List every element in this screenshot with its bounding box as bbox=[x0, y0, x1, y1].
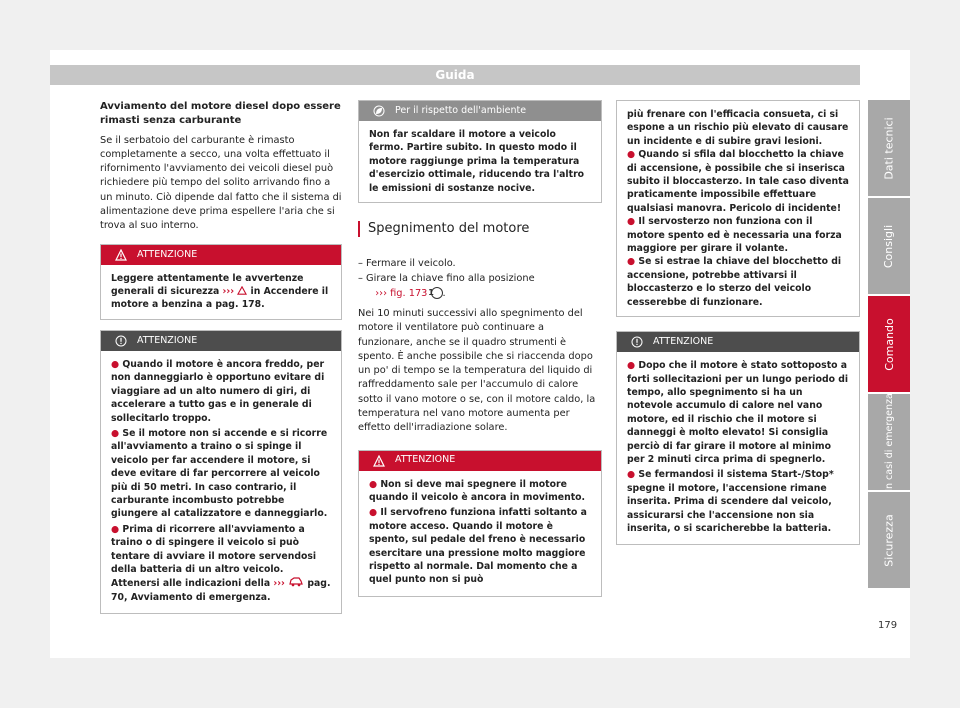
bullet-item: ● Quando il motore è ancora freddo, per non danneggiarlo è opportuno evitare di viaggiare ad un alto numero di giri, di accelerare a tutto gas e in generale di sollecitarlo troppo. bbox=[111, 358, 325, 424]
environment-title: Per il rispetto dell'ambiente bbox=[395, 104, 527, 116]
body-paragraph: Nei 10 minuti successivi allo spegnimento del motore il ventilatore può continuare a funzionare, anche se il quadro strumenti è spento. È anche possibile che si riaccenda dopo un po' di tempo se la temperatura del liquido di raffreddamento sale per l'accumulo di calore sotto il vano motore o se, con il motore caldo, la temperatura nel vano motore aumenta per effetto dell'irradiazione solare. bbox=[358, 307, 596, 434]
bullet-item: ● Non si deve mai spegnere il motore quando il veicolo è ancora in movimento. bbox=[369, 478, 586, 503]
warning-ref-text: in Accendere il motore a benzina a pag. 178. bbox=[111, 286, 329, 311]
page-number: 179 bbox=[878, 620, 898, 631]
bullet-item: ● Dopo che il motore è stato sottoposto a forti sollecitazioni per un lungo periodo di tempo, allo spegnimento si ha un notevole accumulo di calore nel vano motore, ed il rischio che il motore si danneggi è molto elevato! Si consiglia perciò di far girare il motore al minimo per 2 minuti circa prima di spegnerlo. bbox=[627, 360, 849, 465]
ref-text: pag. 70, Avviamento di emergenza. bbox=[111, 578, 331, 603]
tab-dati-tecnici[interactable]: Dati tecnici bbox=[868, 100, 910, 196]
info-circle-icon bbox=[115, 335, 127, 347]
manual-page bbox=[50, 50, 910, 658]
bullet-item: ● Se fermandosi il sistema Start-/Stop* spegne il motore, l'accensione rimane inserita. Prima di scendere dal veicolo, assicurarsi che l'accensione non sia inserita, o si scaricherebbe la batteria. bbox=[627, 469, 834, 534]
callout-badge: 1 bbox=[431, 287, 443, 299]
leaf-icon bbox=[373, 105, 385, 117]
section-heading: Avviamento del motore diesel dopo essere rimasti senza carburante bbox=[100, 101, 341, 127]
tab-sicurezza[interactable]: Sicurezza bbox=[868, 492, 910, 588]
warning-body bbox=[359, 471, 601, 596]
emergency-car-icon bbox=[288, 576, 304, 587]
caution-title: ATTENZIONE bbox=[137, 334, 198, 346]
environment-body: Non far scaldare il motore a veicolo fermo. Partire subito. In questo modo il motore raggiunge prima la temperatura d'esercizio ottimale, riducendo tra l'altro le emissioni di sostanze nocive. bbox=[369, 129, 585, 194]
ref-arrows: ››› bbox=[222, 286, 235, 298]
warning-header bbox=[101, 245, 341, 265]
warning-title: ATTENZIONE bbox=[395, 454, 456, 466]
warning-triangle-icon bbox=[373, 455, 385, 467]
continued-text: più frenare con l'efficacia consueta, ci si espone a un rischio più elevato di causare un incidente e di subire gravi lesioni. bbox=[627, 109, 849, 147]
bullet-item: ● Il servofreno funziona infatti soltanto a motore acceso. Quando il motore è spento, sul pedale del freno è necessario esercitare una pressione molto maggiore rispetto al normale. Dal momento che a quel punto non si può bbox=[369, 507, 587, 586]
body-paragraph: Se il serbatoio del carburante è rimasto completamente a secco, una volta effettuato il rifornimento l'avviamento dei veicoli diesel può richiedere più tempo del solito arrivando fino a un minuto. Ciò dipende dal fatto che il sistema di alimentazione deve prima espellere l'aria che si trova al suo interno. bbox=[100, 134, 342, 232]
column-left bbox=[100, 100, 342, 622]
step-item: – Fermare il veicolo. bbox=[358, 258, 456, 270]
warning-continuation bbox=[616, 100, 860, 317]
column-right bbox=[616, 100, 860, 553]
warning-box bbox=[358, 450, 602, 597]
cross-ref-link[interactable]: ››› bbox=[273, 578, 304, 589]
bullet-item: ● Prima di ricorrere all'avviamento a traino o di spingere il veicolo si può tentare di avviare il motore servendosi della batteria di un altro veicolo. Attenersi alle indicazioni della ››› pag. 70, Avviamento di emergenza. bbox=[111, 523, 331, 603]
caution-header bbox=[617, 332, 859, 352]
caution-header bbox=[101, 331, 341, 351]
caution-body bbox=[101, 351, 341, 613]
figure-ref-link[interactable]: ››› fig. 173 bbox=[375, 287, 428, 299]
warning-title: ATTENZIONE bbox=[137, 248, 198, 260]
column-middle bbox=[358, 100, 602, 605]
warning-text: Leggere attentamente le avvertenze generali di sicurezza bbox=[111, 272, 304, 298]
caution-body bbox=[617, 352, 859, 544]
environment-box bbox=[358, 100, 602, 203]
caution-title: ATTENZIONE bbox=[653, 335, 714, 347]
page-header: Guida bbox=[50, 65, 860, 85]
warning-header bbox=[359, 451, 601, 471]
bullet-item: ● Il servosterzo non funziona con il motore spento ed è necessaria una forza maggiore per girare il volante. bbox=[627, 216, 842, 255]
warning-box bbox=[100, 244, 342, 320]
info-circle-icon bbox=[631, 336, 643, 348]
bullet-item: ● Se il motore non si accende e si ricorre all'avviamento a traino o si spinge il veicolo per far accendere il motore, si deve evitare di far percorrere al veicolo più di 50 metri. In caso contrario, il carburante incombusto potrebbe giungere al catalizzatore e danneggiarlo. bbox=[111, 427, 328, 520]
tab-emergenza[interactable]: In casi di emergenza bbox=[868, 394, 910, 490]
caution-box bbox=[100, 330, 342, 614]
bullet-item: ● Quando si sfila dal blocchetto la chiave di accensione, è possibile che si inserisca subito il bloccasterzo. In tale caso diventa praticamente impossibile effettuare qualsiasi manovra. Pericolo di incidente! bbox=[627, 149, 849, 214]
bullet-item: ● Se si estrae la chiave del blocchetto di accensione, potrebbe attivarsi il bloccasterzo e lo sterzo del veicolo cesserebbe di funzionare. bbox=[627, 256, 842, 308]
section-title: Spegnimento del motore bbox=[358, 221, 602, 237]
cross-ref-link[interactable] bbox=[223, 286, 248, 297]
caution-box bbox=[616, 331, 860, 545]
step-item: – Girare la chiave fino alla posizione ››› fig. 173 1 . bbox=[358, 273, 535, 299]
warning-body bbox=[101, 265, 341, 319]
tab-consigli[interactable]: Consigli bbox=[868, 198, 910, 294]
warning-triangle-icon bbox=[237, 286, 247, 295]
environment-header bbox=[359, 101, 601, 121]
warning-triangle-icon bbox=[115, 249, 127, 261]
tab-comando[interactable]: Comando bbox=[868, 296, 910, 392]
